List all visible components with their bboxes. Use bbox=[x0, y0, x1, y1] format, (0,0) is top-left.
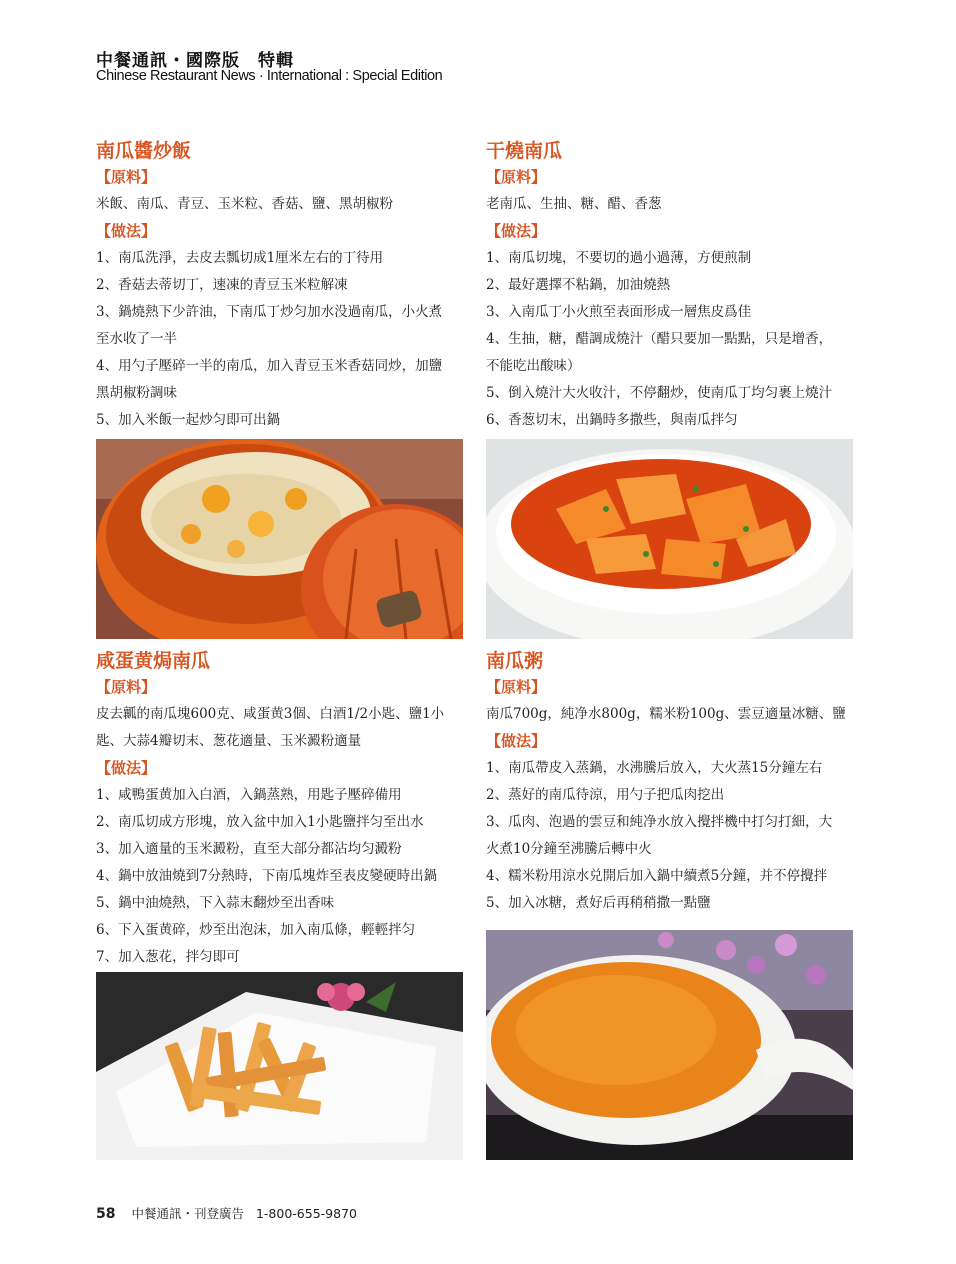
ingredients-line: 皮去瓤的南瓜塊600克、咸蛋黄3個、白酒1/2小匙、鹽1小 bbox=[96, 706, 445, 722]
recipe-pumpkin-fried-rice bbox=[96, 138, 466, 434]
step-line: 3、瓜肉、泡過的雲豆和純净水放入攪拌機中打匀打細，大 bbox=[486, 814, 833, 830]
recipe-pumpkin-congee bbox=[486, 648, 856, 917]
recipe-title: 咸蛋黄焗南瓜 bbox=[96, 650, 211, 672]
step-line: 1、南瓜帶皮入蒸鍋，水沸騰后放入，大火蒸15分鐘左右 bbox=[486, 760, 823, 776]
ingredients-line: 匙、大蒜4瓣切末、葱花適量、玉米澱粉適量 bbox=[96, 733, 362, 749]
magazine-title-english: Chinese Restaurant News · International : Special Edition bbox=[96, 68, 443, 84]
recipe-title: 南瓜粥 bbox=[486, 650, 544, 672]
step-line: 5、鍋中油燒熱，下入蒜末翻炒至出香味 bbox=[96, 895, 335, 911]
method-label: 【做法】 bbox=[486, 222, 547, 240]
magazine-title-chinese: 中餐通訊・國際版 特輯 bbox=[96, 51, 294, 71]
recipe-title: 干燒南瓜 bbox=[486, 140, 563, 162]
method-label: 【做法】 bbox=[96, 759, 157, 777]
step-line: 2、香菇去蒂切丁，速凍的青豆玉米粒解凍 bbox=[96, 277, 348, 293]
photo-pumpkin-fried-rice bbox=[96, 439, 463, 639]
step-line: 4、用勺子壓碎一半的南瓜，加入青豆玉米香菇同炒，加鹽 bbox=[96, 358, 443, 374]
step-line: 火煮10分鐘至沸騰后轉中火 bbox=[486, 841, 652, 857]
step-line: 1、南瓜洗淨，去皮去瓢切成1厘米左右的丁待用 bbox=[96, 250, 384, 266]
ingredients-label: 【原料】 bbox=[486, 168, 547, 186]
ingredients-label: 【原料】 bbox=[96, 678, 157, 696]
page-number: 58 bbox=[96, 1206, 116, 1222]
step-line: 5、倒入燒汁大火收汁，不停翻炒，使南瓜丁均匀裹上燒汁 bbox=[486, 385, 833, 401]
step-line: 1、咸鴨蛋黄加入白酒，入鍋蒸熟，用匙子壓碎備用 bbox=[96, 787, 402, 803]
step-line: 黑胡椒粉調味 bbox=[96, 385, 177, 401]
ingredients-label: 【原料】 bbox=[96, 168, 157, 186]
step-line: 3、加入適量的玉米澱粉，直至大部分都沾均匀澱粉 bbox=[96, 841, 402, 857]
recipe-salted-egg-yolk-pumpkin bbox=[96, 648, 466, 971]
step-line: 4、糯米粉用涼水兑開后加入鍋中續煮5分鐘，并不停攪拌 bbox=[486, 868, 828, 884]
step-line: 2、蒸好的南瓜待涼，用勺子把瓜肉挖出 bbox=[486, 787, 725, 803]
photo-pumpkin-congee bbox=[486, 930, 853, 1160]
recipe-title: 南瓜醬炒飯 bbox=[96, 140, 192, 162]
step-line: 2、最好選擇不粘鍋，加油燒熱 bbox=[486, 277, 671, 293]
ingredients-line: 米飯、南瓜、青豆、玉米粒、香菇、鹽、黑胡椒粉 bbox=[96, 196, 393, 212]
ingredients-line: 南瓜700g，純净水800g，糯米粉100g、雲豆適量冰糖、鹽 bbox=[486, 706, 846, 722]
footer-text: 中餐通訊・刊登廣告 bbox=[131, 1206, 244, 1221]
step-line: 至水收了一半 bbox=[96, 331, 177, 347]
photo-dry-braised-pumpkin bbox=[486, 439, 853, 639]
step-line: 5、加入米飯一起炒匀即可出鍋 bbox=[96, 412, 281, 428]
step-line: 7、加入葱花，拌匀即可 bbox=[96, 949, 240, 965]
ingredients-line: 老南瓜、生抽、糖、醋、香葱 bbox=[486, 196, 662, 212]
page-footer bbox=[96, 1204, 357, 1222]
step-line: 4、生抽，糖，醋調成燒汁（醋只要加一點點，只是增香， bbox=[486, 331, 833, 347]
step-line: 3、鍋燒熱下少許油，下南瓜丁炒匀加水没過南瓜，小火煮 bbox=[96, 304, 443, 320]
step-line: 5、加入冰糖，煮好后再稍稍撒一點鹽 bbox=[486, 895, 711, 911]
step-line: 4、鍋中放油燒到7分熱時，下南瓜塊炸至表皮變硬時出鍋 bbox=[96, 868, 438, 884]
footer-phone: 1-800-655-9870 bbox=[255, 1206, 357, 1221]
step-line: 3、入南瓜丁小火煎至表面形成一層焦皮爲佳 bbox=[486, 304, 752, 320]
step-line: 不能吃出酸味） bbox=[486, 358, 581, 374]
ingredients-label: 【原料】 bbox=[486, 678, 547, 696]
method-label: 【做法】 bbox=[96, 222, 157, 240]
step-line: 1、南瓜切塊，不要切的過小過薄，方便煎制 bbox=[486, 250, 752, 266]
step-line: 6、香葱切末，出鍋時多撒些，與南瓜拌匀 bbox=[486, 412, 738, 428]
step-line: 2、南瓜切成方形塊，放入盆中加入1小匙鹽拌匀至出水 bbox=[96, 814, 424, 830]
recipe-dry-braised-pumpkin bbox=[486, 138, 856, 434]
method-label: 【做法】 bbox=[486, 732, 547, 750]
step-line: 6、下入蛋黄碎，炒至出泡沫，加入南瓜條，輕輕拌匀 bbox=[96, 922, 416, 938]
photo-salted-egg-yolk-pumpkin bbox=[96, 972, 463, 1160]
